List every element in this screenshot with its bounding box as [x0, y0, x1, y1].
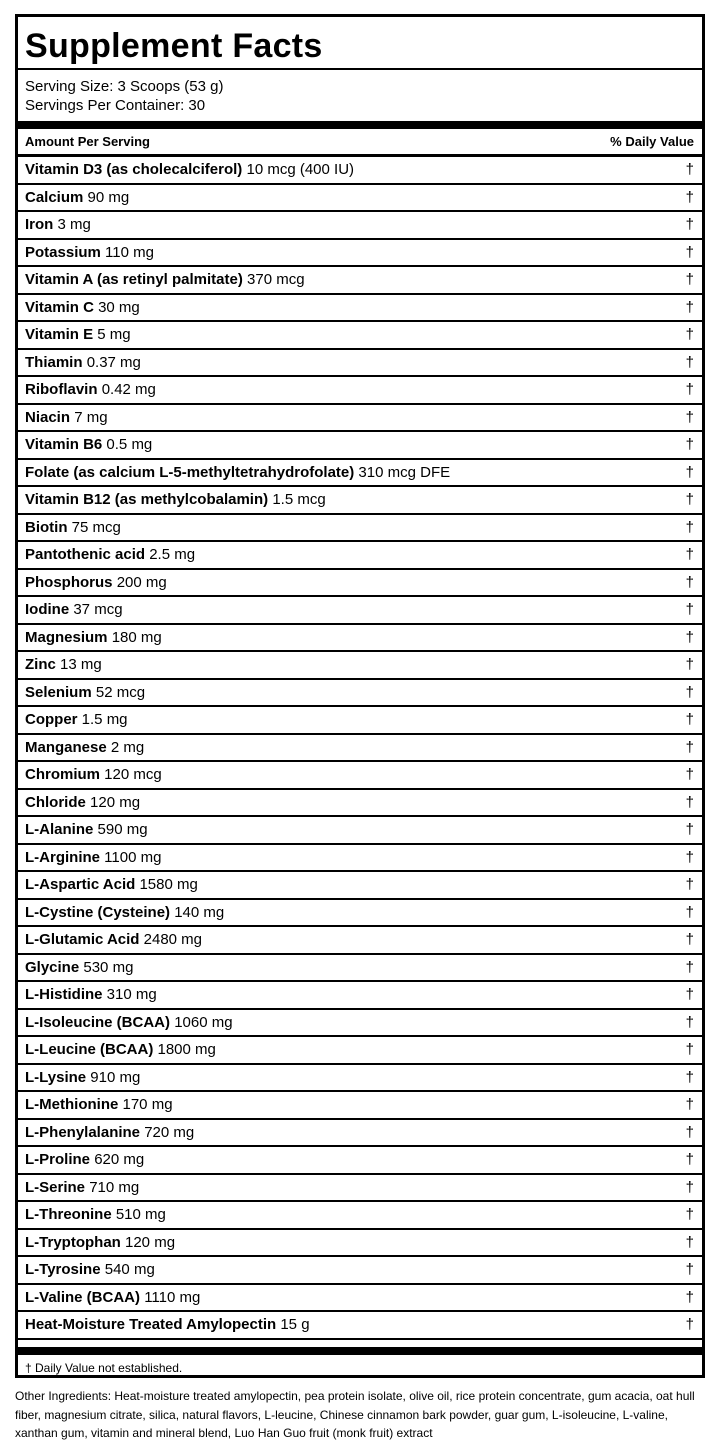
daily-value-dagger: †: [685, 903, 694, 921]
nutrient-name: Vitamin B6: [25, 436, 103, 454]
daily-value-dagger: †: [685, 1261, 694, 1279]
nutrient-name: Copper: [25, 711, 78, 729]
daily-value-dagger: †: [685, 1151, 694, 1169]
nutrient-entry: [25, 1096, 173, 1113]
nutrient-entry: [25, 821, 148, 838]
nutrient-row: [18, 955, 702, 983]
nutrient-amount: 1800 mg: [157, 1041, 216, 1059]
nutrient-amount: 590 mg: [97, 821, 148, 839]
nutrient-entry: [25, 1179, 139, 1196]
nutrient-row: [18, 515, 702, 543]
nutrient-row: [18, 845, 702, 873]
nutrient-amount: 710 mg: [89, 1178, 140, 1196]
nutrient-name: Selenium: [25, 683, 92, 701]
nutrient-entry: [25, 381, 156, 398]
nutrient-row: [18, 900, 702, 928]
nutrient-entry: [25, 409, 108, 426]
daily-value-dagger: †: [685, 271, 694, 289]
daily-value-dagger: †: [685, 821, 694, 839]
nutrient-name: Zinc: [25, 656, 56, 674]
nutrient-amount: 510 mg: [115, 1206, 166, 1224]
nutrient-amount: 75 mcg: [71, 518, 121, 536]
bottom-thick-divider: [18, 1347, 702, 1355]
nutrient-row: [18, 322, 702, 350]
nutrient-entry: [25, 491, 326, 508]
nutrient-row: [18, 542, 702, 570]
nutrient-amount: 180 mg: [111, 628, 162, 646]
nutrient-amount: 7 mg: [74, 408, 108, 426]
nutrient-row: [18, 487, 702, 515]
nutrient-name: Phosphorus: [25, 573, 113, 591]
nutrient-amount: 530 mg: [83, 958, 134, 976]
nutrient-name: Vitamin E: [25, 326, 94, 344]
nutrient-entry: [25, 1206, 166, 1223]
nutrient-amount: 540 mg: [104, 1261, 155, 1279]
nutrient-row: [18, 707, 702, 735]
nutrient-row: [18, 1312, 702, 1340]
nutrient-name: L-Proline: [25, 1151, 91, 1169]
nutrient-row: [18, 1147, 702, 1175]
nutrient-amount: 1100 mg: [104, 848, 162, 866]
nutrient-row: [18, 432, 702, 460]
nutrient-entry: [25, 904, 224, 921]
daily-value-dagger: †: [685, 1206, 694, 1224]
nutrient-name: L-Leucine (BCAA): [25, 1041, 154, 1059]
daily-value-dagger: †: [685, 876, 694, 894]
nutrient-name: Chloride: [25, 793, 86, 811]
nutrient-name: Vitamin D3 (as cholecalciferol): [25, 161, 243, 179]
nutrient-amount: 1.5 mg: [81, 711, 128, 729]
daily-value-dagger: †: [685, 1233, 694, 1251]
nutrient-amount: 200 mg: [116, 573, 167, 591]
nutrient-entry: [25, 1316, 310, 1333]
nutrient-amount: 0.42 mg: [101, 381, 156, 399]
nutrient-entry: [25, 656, 102, 673]
nutrient-entry: [25, 1041, 216, 1058]
nutrient-name: Iodine: [25, 601, 70, 619]
daily-value-dagger: †: [685, 546, 694, 564]
daily-value-dagger: †: [685, 656, 694, 674]
nutrient-name: Iron: [25, 216, 54, 234]
nutrient-name: L-Cystine (Cysteine): [25, 903, 171, 921]
nutrient-name: L-Valine (BCAA): [25, 1288, 141, 1306]
daily-value-dagger: †: [685, 161, 694, 179]
nutrient-entry: [25, 959, 133, 976]
nutrient-amount: 1580 mg: [139, 876, 198, 894]
daily-value-dagger: †: [685, 738, 694, 756]
serving-size: Serving Size: 3 Scoops (53 g): [25, 78, 224, 95]
nutrient-row: [18, 460, 702, 488]
daily-value-dagger: †: [685, 1041, 694, 1059]
daily-value-dagger: †: [685, 931, 694, 949]
nutrient-name: Vitamin B12 (as methylcobalamin): [25, 491, 269, 509]
nutrient-row: [18, 1230, 702, 1258]
daily-value-dagger: †: [685, 848, 694, 866]
nutrient-amount: 120 mg: [90, 793, 141, 811]
daily-value-dagger: †: [685, 573, 694, 591]
daily-value-dagger: †: [685, 436, 694, 454]
nutrient-amount: 120 mg: [125, 1233, 176, 1251]
nutrient-entry: [25, 739, 144, 756]
daily-value-dagger: †: [685, 463, 694, 481]
nutrient-row: [18, 350, 702, 378]
nutrient-row: [18, 597, 702, 625]
nutrient-name: L-Methionine: [25, 1096, 119, 1114]
daily-value-dagger: †: [685, 766, 694, 784]
daily-value-dagger: †: [685, 601, 694, 619]
nutrient-row: [18, 927, 702, 955]
nutrient-entry: [25, 354, 141, 371]
daily-value-dagger: †: [685, 298, 694, 316]
column-header: [18, 129, 702, 157]
nutrient-row: [18, 790, 702, 818]
nutrient-amount: 140 mg: [174, 903, 225, 921]
nutrient-name: Vitamin A (as retinyl palmitate): [25, 271, 243, 289]
nutrient-entry: [25, 629, 162, 646]
nutrient-name: Riboflavin: [25, 381, 98, 399]
daily-value-dagger: †: [685, 1178, 694, 1196]
nutrient-entry: [25, 216, 91, 233]
nutrient-entry: [25, 1289, 200, 1306]
nutrient-name: Folate (as calcium L-5-methyltetrahydrofolate): [25, 463, 355, 481]
nutrient-amount: 110 mg: [105, 243, 154, 261]
nutrient-amount: 10 mcg (400 IU): [246, 161, 355, 179]
daily-value-dagger: †: [685, 628, 694, 646]
nutrient-entry: [25, 766, 162, 783]
nutrient-row: [18, 1257, 702, 1285]
nutrient-row: [18, 1092, 702, 1120]
nutrient-entry: [25, 519, 121, 536]
nutrient-name: L-Alanine: [25, 821, 94, 839]
nutrient-name: Calcium: [25, 188, 84, 206]
nutrient-amount: 1110 mg: [144, 1288, 201, 1306]
other-ingredients: Other Ingredients: Heat-moisture treated amylopectin, pea protein isolate, olive oil, rice protein concentrate, gum acacia, oat hull fiber, magnesium citrate, silica, natural flavors, L-leucine, Chinese cinnamon bark powder, guar gum, L-isoleucine, L-valine, xanthan gum, vitamin and mineral blend, Luo Han Guo fruit (monk fruit) extract: [15, 1389, 695, 1440]
nutrient-entry: [25, 436, 152, 453]
nutrient-row: [18, 405, 702, 433]
nutrient-row: [18, 157, 702, 185]
daily-value-dagger: †: [685, 986, 694, 1004]
nutrient-amount: 0.37 mg: [86, 353, 141, 371]
daily-value-dagger: †: [685, 711, 694, 729]
nutrient-name: Biotin: [25, 518, 68, 536]
amount-per-serving-header: Amount Per Serving: [25, 134, 150, 149]
nutrient-name: Glycine: [25, 958, 80, 976]
nutrient-row: [18, 295, 702, 323]
thick-divider: [18, 121, 702, 129]
nutrient-amount: 37 mcg: [73, 601, 123, 619]
nutrient-name: L-Phenylalanine: [25, 1123, 141, 1141]
serving-info: [18, 70, 702, 121]
nutrient-amount: 0.5 mg: [106, 436, 153, 454]
nutrient-entry: [25, 1151, 144, 1168]
nutrient-name: L-Glutamic Acid: [25, 931, 140, 949]
daily-value-dagger: †: [685, 188, 694, 206]
daily-value-dagger: †: [685, 958, 694, 976]
nutrient-amount: 52 mcg: [95, 683, 146, 701]
supplement-facts-panel: [15, 14, 705, 1378]
nutrient-amount: 15 g: [280, 1316, 310, 1334]
nutrient-name: Vitamin C: [25, 298, 94, 316]
nutrient-rows: [18, 157, 702, 1340]
nutrient-entry: [25, 876, 198, 893]
nutrient-amount: 310 mg: [106, 986, 157, 1004]
nutrient-amount: 620 mg: [94, 1151, 145, 1169]
nutrient-name: L-Histidine: [25, 986, 103, 1004]
nutrient-entry: [25, 1261, 155, 1278]
nutrient-amount: 1.5 mcg: [272, 491, 326, 509]
nutrient-entry: [25, 1234, 175, 1251]
daily-value-dagger: †: [685, 1123, 694, 1141]
nutrient-entry: [25, 1069, 140, 1086]
nutrient-row: [18, 652, 702, 680]
nutrient-amount: 1060 mg: [174, 1013, 233, 1031]
nutrient-entry: [25, 601, 123, 618]
nutrient-entry: [25, 326, 131, 343]
nutrient-name: Chromium: [25, 766, 100, 784]
nutrient-name: L-Tryptophan: [25, 1233, 121, 1251]
nutrient-name: L-Tyrosine: [25, 1261, 101, 1279]
daily-value-dagger: †: [685, 216, 694, 234]
nutrient-row: [18, 1065, 702, 1093]
nutrient-entry: [25, 244, 154, 261]
nutrient-amount: 5 mg: [97, 326, 131, 344]
nutrient-row: [18, 872, 702, 900]
servings-per-container: Servings Per Container: 30: [25, 97, 206, 114]
daily-value-dagger: †: [685, 408, 694, 426]
nutrient-entry: [25, 794, 140, 811]
nutrient-row: [18, 1202, 702, 1230]
nutrient-row: [18, 762, 702, 790]
nutrient-name: Niacin: [25, 408, 71, 426]
nutrient-amount: 2480 mg: [143, 931, 203, 949]
nutrient-entry: [25, 271, 305, 288]
daily-value-header: % Daily Value: [610, 134, 694, 149]
nutrient-row: [18, 377, 702, 405]
nutrient-name: L-Aspartic Acid: [25, 876, 136, 894]
panel-title: Supplement Facts: [18, 17, 702, 70]
nutrient-entry: [25, 546, 195, 563]
nutrient-amount: 720 mg: [144, 1123, 195, 1141]
nutrient-row: [18, 982, 702, 1010]
nutrient-entry: [25, 986, 157, 1003]
nutrient-row: [18, 1285, 702, 1313]
nutrient-amount: 2 mg: [110, 738, 145, 756]
nutrient-row: [18, 1010, 702, 1038]
nutrient-amount: 2.5 mg: [149, 546, 196, 564]
nutrient-row: [18, 240, 702, 268]
nutrient-amount: 120 mcg: [104, 766, 162, 784]
nutrient-row: [18, 1037, 702, 1065]
nutrient-amount: 90 mg: [87, 188, 130, 206]
nutrient-row: [18, 1175, 702, 1203]
nutrient-row: [18, 625, 702, 653]
nutrient-entry: [25, 1014, 233, 1031]
daily-value-dagger: †: [685, 1288, 694, 1306]
daily-value-dagger: †: [685, 793, 694, 811]
nutrient-entry: [25, 161, 354, 178]
daily-value-dagger: †: [685, 1096, 694, 1114]
daily-value-dagger: †: [685, 381, 694, 399]
nutrient-amount: 910 mg: [90, 1068, 141, 1086]
nutrient-row: [18, 267, 702, 295]
nutrient-entry: [25, 684, 145, 701]
nutrient-name: Manganese: [25, 738, 107, 756]
nutrient-entry: [25, 711, 128, 728]
nutrient-amount: 170 mg: [122, 1096, 173, 1114]
nutrient-row: [18, 735, 702, 763]
daily-value-dagger: †: [685, 518, 694, 536]
nutrient-name: Thiamin: [25, 353, 83, 371]
nutrient-entry: [25, 299, 140, 316]
nutrient-amount: 310 mcg DFE: [358, 463, 451, 481]
daily-value-dagger: †: [685, 683, 694, 701]
nutrient-name: Magnesium: [25, 628, 108, 646]
daily-value-dagger: †: [685, 1013, 694, 1031]
nutrient-entry: [25, 1124, 194, 1141]
nutrient-amount: 3 mg: [57, 216, 91, 234]
daily-value-dagger: †: [685, 1068, 694, 1086]
nutrient-row: [18, 817, 702, 845]
daily-value-dagger: †: [685, 353, 694, 371]
nutrient-entry: [25, 931, 202, 948]
nutrient-name: L-Serine: [25, 1178, 86, 1196]
nutrient-entry: [25, 849, 161, 866]
nutrient-entry: [25, 464, 450, 481]
nutrient-row: [18, 212, 702, 240]
nutrient-name: Potassium: [25, 243, 101, 261]
daily-value-dagger: †: [685, 491, 694, 509]
nutrient-amount: 13 mg: [60, 656, 102, 674]
nutrient-entry: [25, 574, 167, 591]
nutrient-name: L-Arginine: [25, 848, 100, 866]
nutrient-row: [18, 570, 702, 598]
nutrient-row: [18, 680, 702, 708]
nutrient-name: L-Lysine: [25, 1068, 87, 1086]
nutrient-name: L-Threonine: [25, 1206, 112, 1224]
nutrient-row: [18, 1120, 702, 1148]
nutrient-amount: 30 mg: [98, 298, 140, 316]
nutrient-name: Heat-Moisture Treated Amylopectin: [25, 1316, 277, 1334]
nutrient-amount: 370 mcg: [247, 271, 305, 289]
nutrient-entry: [25, 189, 129, 206]
footnote: † Daily Value not established.: [25, 1360, 183, 1375]
nutrient-row: [18, 185, 702, 213]
daily-value-dagger: †: [685, 243, 694, 261]
daily-value-dagger: †: [685, 1316, 694, 1334]
daily-value-dagger: †: [685, 326, 694, 344]
nutrient-name: L-Isoleucine (BCAA): [25, 1013, 171, 1031]
nutrient-name: Pantothenic acid: [25, 546, 146, 564]
